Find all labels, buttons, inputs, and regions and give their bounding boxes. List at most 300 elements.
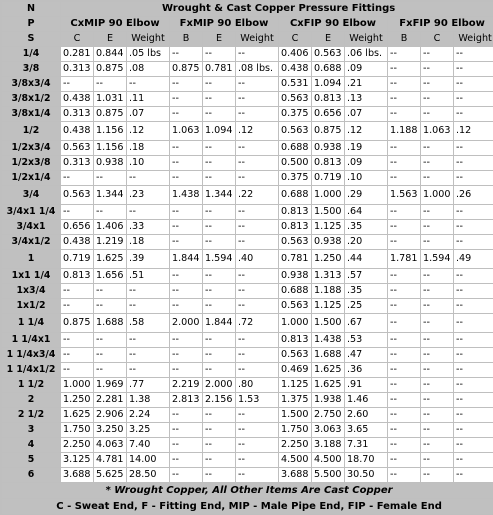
table-row	[2, 47, 493, 61]
table-cell: .05 lbs	[127, 47, 169, 61]
table-row	[2, 348, 493, 362]
table-row	[2, 333, 493, 347]
table-cell: --	[61, 171, 93, 185]
table-cell: .77	[127, 378, 169, 392]
table-cell: 0.438	[61, 92, 93, 106]
table-cell: .35	[345, 220, 387, 234]
table-cell: 1.250	[312, 250, 344, 268]
table-cell: 1.53	[236, 393, 278, 407]
table-row	[2, 156, 493, 170]
column-header: E	[312, 32, 344, 46]
table-cell: --	[454, 62, 493, 76]
table-cell: --	[454, 438, 493, 452]
table-cell: 0.688	[279, 186, 311, 204]
table-row	[2, 171, 493, 185]
table-cell: 1.406	[94, 220, 126, 234]
table-cell: 1.344	[203, 186, 235, 204]
table-cell: 0.563	[312, 47, 344, 61]
table-cell: --	[170, 171, 202, 185]
table-cell: 0.375	[279, 107, 311, 121]
table-cell: .47	[345, 348, 387, 362]
table-cell: --	[203, 107, 235, 121]
table-row	[2, 235, 493, 249]
table-cell: --	[203, 333, 235, 347]
table-cell: --	[421, 171, 453, 185]
table-cell: 1.625	[61, 408, 93, 422]
table-cell: 1.031	[94, 92, 126, 106]
table-cell: 0.813	[279, 333, 311, 347]
column-header: C	[61, 32, 93, 46]
table-cell: --	[170, 47, 202, 61]
table-cell: .40	[236, 250, 278, 268]
table-cell: 1.000	[312, 186, 344, 204]
table-row	[2, 122, 493, 140]
table-cell: 1.063	[170, 122, 202, 140]
table-cell: --	[94, 77, 126, 91]
table-cell: 1.781	[388, 250, 420, 268]
table-cell: --	[61, 284, 93, 298]
table-row	[2, 107, 493, 121]
table-cell: --	[421, 92, 453, 106]
table-cell: 0.781	[279, 250, 311, 268]
table-cell: .22	[236, 186, 278, 204]
table-cell: 1.250	[61, 393, 93, 407]
table-row	[2, 408, 493, 422]
column-header: E	[203, 32, 235, 46]
table-cell: --	[454, 468, 493, 482]
table-cell: --	[61, 299, 93, 313]
table-cell: 1.625	[312, 378, 344, 392]
table-cell: --	[454, 378, 493, 392]
table-cell: --	[388, 453, 420, 467]
table-cell: 1.313	[312, 269, 344, 283]
table-cell: 0.563	[279, 92, 311, 106]
table-cell: 3.688	[279, 468, 311, 482]
table-cell: 0.500	[279, 156, 311, 170]
table-cell: 1.969	[94, 378, 126, 392]
table-cell: 28.50	[127, 468, 169, 482]
table-cell: 0.875	[94, 62, 126, 76]
table-cell: 0.406	[279, 47, 311, 61]
table-cell: --	[236, 107, 278, 121]
table-cell: --	[421, 220, 453, 234]
table-cell: --	[388, 314, 420, 332]
group-header-cxfip: CxFIP 90 Elbow	[279, 17, 387, 31]
table-cell: --	[170, 141, 202, 155]
table-cell: --	[454, 363, 493, 377]
table-cell: .49	[454, 250, 493, 268]
row-size-label: 1 1/4x1	[2, 333, 60, 347]
table-row	[2, 250, 493, 268]
table-cell: --	[127, 171, 169, 185]
table-cell: --	[170, 107, 202, 121]
table-cell: 4.781	[94, 453, 126, 467]
table-row	[2, 299, 493, 313]
table-row	[2, 220, 493, 234]
table-cell: --	[61, 348, 93, 362]
table-row	[2, 393, 493, 407]
table-cell: 0.719	[61, 250, 93, 268]
table-cell: 3.188	[312, 438, 344, 452]
table-cell: 1.438	[312, 333, 344, 347]
table-cell: --	[454, 299, 493, 313]
table-cell: --	[388, 284, 420, 298]
table-row	[2, 92, 493, 106]
table-cell: .06 lbs.	[345, 47, 387, 61]
table-cell: --	[127, 77, 169, 91]
table-cell: --	[388, 393, 420, 407]
table-cell: --	[454, 171, 493, 185]
table-cell: --	[203, 363, 235, 377]
table-cell: --	[170, 408, 202, 422]
table-cell: 5.500	[312, 468, 344, 482]
table-cell: --	[454, 348, 493, 362]
table-cell: 4.500	[312, 453, 344, 467]
table-row	[2, 363, 493, 377]
corner-label-s: S	[2, 32, 60, 46]
table-cell: 0.563	[279, 299, 311, 313]
row-size-label: 1 1/2	[2, 378, 60, 392]
table-cell: .23	[127, 186, 169, 204]
table-cell: 1.125	[279, 378, 311, 392]
table-cell: .10	[345, 171, 387, 185]
table-cell: .20	[345, 235, 387, 249]
table-cell: 0.281	[61, 47, 93, 61]
column-header: Weight	[454, 32, 493, 46]
table-cell: --	[454, 141, 493, 155]
row-size-label: 3/8x3/4	[2, 77, 60, 91]
table-cell: --	[454, 423, 493, 437]
table-cell: --	[421, 423, 453, 437]
row-size-label: 3/4x1	[2, 220, 60, 234]
table-cell: --	[236, 141, 278, 155]
table-cell: 0.438	[279, 62, 311, 76]
column-header: E	[94, 32, 126, 46]
table-cell: --	[203, 453, 235, 467]
table-cell: --	[388, 378, 420, 392]
table-cell: --	[203, 47, 235, 61]
table-cell: 1.000	[61, 378, 93, 392]
table-cell: --	[388, 299, 420, 313]
column-header: C	[279, 32, 311, 46]
table-cell: 30.50	[345, 468, 387, 482]
table-row	[2, 314, 493, 332]
table-cell: --	[454, 92, 493, 106]
fittings-table	[1, 1, 493, 515]
table-cell: --	[170, 348, 202, 362]
table-cell: --	[454, 284, 493, 298]
table-cell: --	[236, 333, 278, 347]
table-cell: .91	[345, 378, 387, 392]
table-cell: --	[203, 348, 235, 362]
table-cell: --	[454, 408, 493, 422]
table-cell: 3.688	[61, 468, 93, 482]
table-cell: 0.563	[61, 141, 93, 155]
corner-label-p: P	[2, 17, 60, 31]
row-size-label: 1 1/4x1/2	[2, 363, 60, 377]
table-cell: 1.219	[94, 235, 126, 249]
table-cell: 0.844	[94, 47, 126, 61]
table-cell: --	[388, 269, 420, 283]
table-cell: --	[170, 284, 202, 298]
table-cell: 0.938	[312, 141, 344, 155]
table-title: Wrought & Cast Copper Pressure Fittings	[61, 2, 493, 16]
table-cell: 0.656	[61, 220, 93, 234]
table-cell: --	[236, 408, 278, 422]
table-cell: 0.313	[61, 156, 93, 170]
table-cell: 0.813	[312, 92, 344, 106]
table-cell: --	[421, 107, 453, 121]
table-cell: --	[203, 269, 235, 283]
table-cell: 0.719	[312, 171, 344, 185]
table-cell: 0.438	[61, 122, 93, 140]
table-cell: --	[203, 92, 235, 106]
table-cell: --	[421, 269, 453, 283]
table-cell: --	[421, 348, 453, 362]
table-cell: .53	[345, 333, 387, 347]
table-cell: 1.46	[345, 393, 387, 407]
table-cell: --	[236, 269, 278, 283]
table-cell: .11	[127, 92, 169, 106]
table-cell: .21	[345, 77, 387, 91]
row-size-label: 1/2x3/8	[2, 156, 60, 170]
table-cell: --	[170, 92, 202, 106]
table-cell: 0.813	[279, 205, 311, 219]
table-cell: 0.313	[61, 107, 93, 121]
table-cell: 3.063	[312, 423, 344, 437]
table-cell: --	[454, 269, 493, 283]
table-cell: 2.60	[345, 408, 387, 422]
table-cell: .26	[454, 186, 493, 204]
table-cell: --	[421, 393, 453, 407]
table-cell: 7.31	[345, 438, 387, 452]
table-cell: .18	[127, 235, 169, 249]
table-cell: 2.750	[312, 408, 344, 422]
table-cell: --	[454, 393, 493, 407]
table-cell: 2.250	[61, 438, 93, 452]
table-cell: --	[388, 348, 420, 362]
table-cell: 2.156	[203, 393, 235, 407]
table-cell: --	[170, 363, 202, 377]
table-cell: .51	[127, 269, 169, 283]
table-cell: --	[170, 423, 202, 437]
table-cell: --	[236, 171, 278, 185]
table-cell: 0.313	[61, 62, 93, 76]
table-cell: --	[94, 171, 126, 185]
row-size-label: 5	[2, 453, 60, 467]
table-row	[2, 284, 493, 298]
table-cell: --	[388, 77, 420, 91]
table-cell: 18.70	[345, 453, 387, 467]
table-cell: --	[236, 468, 278, 482]
table-cell: 0.875	[94, 107, 126, 121]
table-row	[2, 186, 493, 204]
table-cell: 1.094	[203, 122, 235, 140]
table-cell: --	[388, 363, 420, 377]
table-cell: .07	[127, 107, 169, 121]
table-cell: --	[236, 348, 278, 362]
table-cell: 1.156	[94, 122, 126, 140]
table-cell: --	[421, 438, 453, 452]
table-cell: 1.625	[94, 250, 126, 268]
table-cell: --	[421, 378, 453, 392]
column-header: Weight	[345, 32, 387, 46]
table-cell: --	[203, 156, 235, 170]
row-size-label: 3/4x1 1/4	[2, 205, 60, 219]
table-cell: .07	[345, 107, 387, 121]
table-cell: --	[170, 235, 202, 249]
table-cell: 7.40	[127, 438, 169, 452]
table-cell: --	[236, 77, 278, 91]
table-cell: --	[236, 47, 278, 61]
table-cell: .72	[236, 314, 278, 332]
table-cell: .33	[127, 220, 169, 234]
table-cell: 1.938	[312, 393, 344, 407]
table-cell: --	[236, 438, 278, 452]
group-header-cxmip: CxMIP 90 Elbow	[61, 17, 169, 31]
table-cell: --	[388, 171, 420, 185]
table-cell: --	[421, 333, 453, 347]
table-cell: 1.125	[312, 299, 344, 313]
row-size-label: 1x1 1/4	[2, 269, 60, 283]
corner-label-n: N	[2, 2, 60, 16]
fittings-table-container	[1, 1, 492, 512]
table-cell: --	[388, 47, 420, 61]
table-cell: --	[236, 220, 278, 234]
table-cell: 0.938	[94, 156, 126, 170]
table-cell: --	[421, 141, 453, 155]
table-cell: .12	[454, 122, 493, 140]
table-cell: 1.188	[388, 122, 420, 140]
table-cell: 1.375	[279, 393, 311, 407]
table-cell: .29	[345, 186, 387, 204]
table-cell: 0.688	[312, 62, 344, 76]
table-row	[2, 423, 493, 437]
table-cell: --	[170, 269, 202, 283]
table-cell: --	[203, 468, 235, 482]
table-cell: --	[388, 92, 420, 106]
table-cell: 1.000	[421, 186, 453, 204]
row-size-label: 1/2x3/4	[2, 141, 60, 155]
table-cell: --	[203, 77, 235, 91]
column-header: Weight	[236, 32, 278, 46]
table-cell: --	[388, 333, 420, 347]
table-cell: --	[170, 205, 202, 219]
table-cell: --	[421, 62, 453, 76]
table-cell: 0.531	[279, 77, 311, 91]
table-cell: --	[236, 205, 278, 219]
table-row	[2, 141, 493, 155]
table-cell: 0.438	[61, 235, 93, 249]
table-cell: 1.500	[312, 314, 344, 332]
table-cell: .08	[127, 62, 169, 76]
row-size-label: 1/2x1/4	[2, 171, 60, 185]
table-cell: --	[203, 423, 235, 437]
row-size-label: 1 1/4	[2, 314, 60, 332]
table-cell: 1.688	[312, 348, 344, 362]
table-cell: .64	[345, 205, 387, 219]
table-cell: --	[170, 453, 202, 467]
table-cell: 1.844	[203, 314, 235, 332]
group-header-fxfip: FxFIP 90 Elbow	[388, 17, 493, 31]
row-size-label: 6	[2, 468, 60, 482]
table-cell: --	[421, 408, 453, 422]
table-cell: 1.625	[312, 363, 344, 377]
row-size-label: 1	[2, 250, 60, 268]
row-size-label: 1x3/4	[2, 284, 60, 298]
table-cell: --	[454, 205, 493, 219]
table-cell: --	[203, 235, 235, 249]
table-cell: 0.875	[61, 314, 93, 332]
table-cell: --	[203, 220, 235, 234]
table-cell: 2.000	[203, 378, 235, 392]
table-cell: 1.594	[203, 250, 235, 268]
column-header: C	[421, 32, 453, 46]
table-cell: 1.656	[94, 269, 126, 283]
table-cell: --	[388, 107, 420, 121]
table-cell: --	[94, 333, 126, 347]
table-cell: --	[236, 156, 278, 170]
table-cell: .12	[236, 122, 278, 140]
table-cell: 3.65	[345, 423, 387, 437]
row-size-label: 1x1/2	[2, 299, 60, 313]
table-cell: --	[170, 156, 202, 170]
table-cell: 1.344	[94, 186, 126, 204]
table-cell: --	[388, 235, 420, 249]
table-row	[2, 378, 493, 392]
table-cell: 3.250	[94, 423, 126, 437]
table-cell: 5.625	[94, 468, 126, 482]
table-cell: .44	[345, 250, 387, 268]
table-cell: 1.125	[312, 220, 344, 234]
legend-text: C - Sweat End, F - Fitting End, MIP - Male Pipe End, FIP - Female End	[2, 499, 493, 514]
row-size-label: 3/8x1/2	[2, 92, 60, 106]
table-cell: 0.938	[312, 235, 344, 249]
table-cell: --	[236, 423, 278, 437]
row-size-label: 2 1/2	[2, 408, 60, 422]
table-cell: 0.563	[279, 235, 311, 249]
table-row	[2, 205, 493, 219]
table-cell: .19	[345, 141, 387, 155]
table-cell: 1.063	[421, 122, 453, 140]
table-cell: --	[170, 299, 202, 313]
row-size-label: 3/8x1/4	[2, 107, 60, 121]
table-cell: --	[203, 408, 235, 422]
table-row	[2, 453, 493, 467]
table-cell: --	[61, 333, 93, 347]
table-cell: 0.875	[170, 62, 202, 76]
table-cell: --	[454, 333, 493, 347]
table-cell: 0.656	[312, 107, 344, 121]
table-cell: --	[388, 156, 420, 170]
table-cell: 2.813	[170, 393, 202, 407]
row-size-label: 3/4x1/2	[2, 235, 60, 249]
table-cell: .10	[127, 156, 169, 170]
table-cell: 3.125	[61, 453, 93, 467]
table-cell: --	[388, 423, 420, 437]
table-cell: 0.563	[61, 186, 93, 204]
table-cell: 2.24	[127, 408, 169, 422]
table-cell: .36	[345, 363, 387, 377]
table-cell: --	[388, 62, 420, 76]
table-cell: --	[421, 363, 453, 377]
column-header: Weight	[127, 32, 169, 46]
column-header: B	[170, 32, 202, 46]
table-cell: 4.500	[279, 453, 311, 467]
table-cell: --	[421, 205, 453, 219]
table-cell: 0.688	[279, 141, 311, 155]
table-cell: --	[421, 468, 453, 482]
